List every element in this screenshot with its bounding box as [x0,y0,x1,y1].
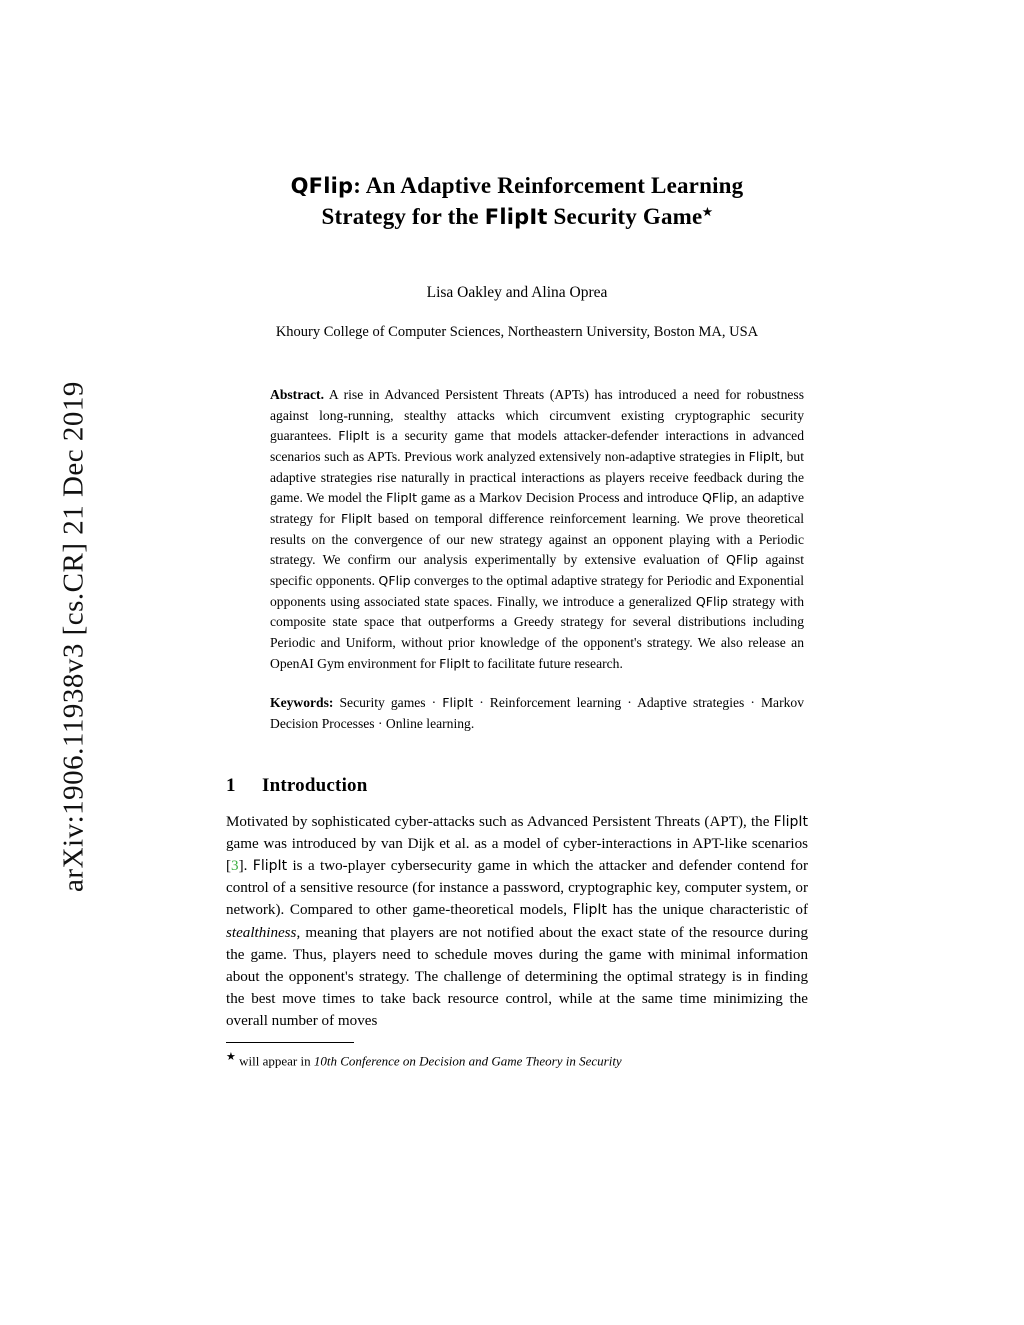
intro-text-2: game was introduced by van Dijk et al. as a model of cyber-interactions in APT-like scenarios [ [226,835,808,874]
abstract-label: Abstract. [270,387,324,403]
footnote-marker: ★ [226,1051,236,1064]
paper-content [226,170,808,1071]
section-title: Introduction [262,774,368,796]
abstract-qflip-4: QFlip [695,593,728,609]
intro-flipit-1: FlipIt [773,813,808,830]
keywords-text-2: · Reinforcement learning · Adaptive strategies · Markov Decision Processes · Online learning. [270,695,804,731]
abstract-text-6: game as a Markov Decision Process and introduce [417,490,702,506]
abstract-text-0: A rise in Advanced Persistent Threats (APTs) has introduced a need for robustness against long-running, stealthy attacks which circumvent existing cryptographic security guarantees. [270,387,804,444]
page-title [226,170,808,232]
abstract [270,385,804,674]
title-line1-rest: : An Adaptive Reinforcement Learning [353,173,744,198]
introduction-paragraph [226,811,808,1033]
section-heading-introduction [226,775,808,797]
footnote [226,1050,808,1071]
footnote-divider [226,1042,354,1043]
intro-emphasis-stealthiness: stealthiness [226,924,297,941]
intro-flipit-2: FlipIt [252,857,288,874]
affiliation: Khoury College of Computer Sciences, Northeastern University, Boston MA, USA [275,324,759,341]
intro-text-8: has the unique characteristic of [607,902,808,919]
title-flipit: FlipIt [484,205,548,230]
intro-text-6: is a two-player cybersecurity game in which the attacker and defender contend for control of a sensitive resource (for instance a password, cryptographic key, computer system, or network). Compared to other game-theoretical models, [226,857,808,919]
abstract-text-2: is a security game that models attacker-defender interactions in advanced scenarios such as APTs. Previous work analyzed extensively non-adaptive strategies in [270,428,805,465]
citation-link-3[interactable]: 3 [231,857,239,874]
intro-text-0: Motivated by sophisticated cyber-attacks such as Advanced Persistent Threats (APT), the [226,813,774,830]
intro-text-4: ]. [238,857,253,874]
keywords-text-0: Security games · [333,695,443,711]
keywords-flipit: FlipIt [442,695,474,711]
abstract-text-14: converges to the optimal adaptive strategy for Periodic and Exponential opponents using associated state spaces. Finally, we introduce a generalized [270,573,804,609]
abstract-text-18: to facilitate future research. [470,655,623,671]
abstract-flipit-5: FlipIt [439,655,471,671]
abstract-qflip-2: QFlip [725,552,759,568]
title-qflip: QFlip [290,174,354,198]
section-number: 1 [226,774,236,796]
title-line2-end: Security Game [547,204,703,230]
author-list: Lisa Oakley and Alina Oprea [426,284,608,302]
footnote-text: will appear in [235,1053,314,1069]
intro-flipit-3: FlipIt [572,902,608,919]
abstract-flipit-1: FlipIt [338,428,370,444]
abstract-flipit-4: FlipIt [340,511,372,527]
keywords-label: Keywords: [270,695,334,711]
abstract-text-4: , but adaptive strategies rise naturally in practical interactions as players receive feedback during the game. We model the [270,449,805,506]
abstract-qflip-3: QFlip [378,573,411,588]
title-line2-start: Strategy for the [321,204,485,230]
footnote-venue: 10th Conference on Decision and Game Theory in Security [313,1053,622,1069]
abstract-flipit-3: FlipIt [386,490,418,506]
intro-text-10: , meaning that players are not notified about the exact state of the resource during the game. Thus, players need to schedule moves during the game with minimal information about the opponent's strategy. The challenge of determining the optimal strategy is in finding the best move times to take back resource control, while at the same time minimizing the overall number of moves [226,924,808,1030]
arxiv-identifier-stamp: arXiv:1906.11938v3 [cs.CR] 21 Dec 2019 [57,381,90,892]
keywords [270,693,804,734]
abstract-flipit-2: FlipIt [748,449,780,465]
title-footnote-marker: ★ [702,206,713,219]
abstract-text-10: based on temporal difference reinforcement learning. We prove theoretical results on the convergence of our new strategy against an opponent playing with a Periodic strategy. We confirm our analysis experimentally by extensive evaluation of [270,511,805,568]
abstract-text-8: , an adaptive strategy for [270,490,804,527]
abstract-qflip-1: QFlip [701,490,735,506]
abstract-text-12: against specific opponents. [270,552,804,588]
abstract-text-16: strategy with composite state space that outperforms a Greedy strategy for several distributions including Periodic and Uniform, without prior knowledge of the opponent's strategy. We also release an OpenAI Gym environment for [270,593,804,671]
